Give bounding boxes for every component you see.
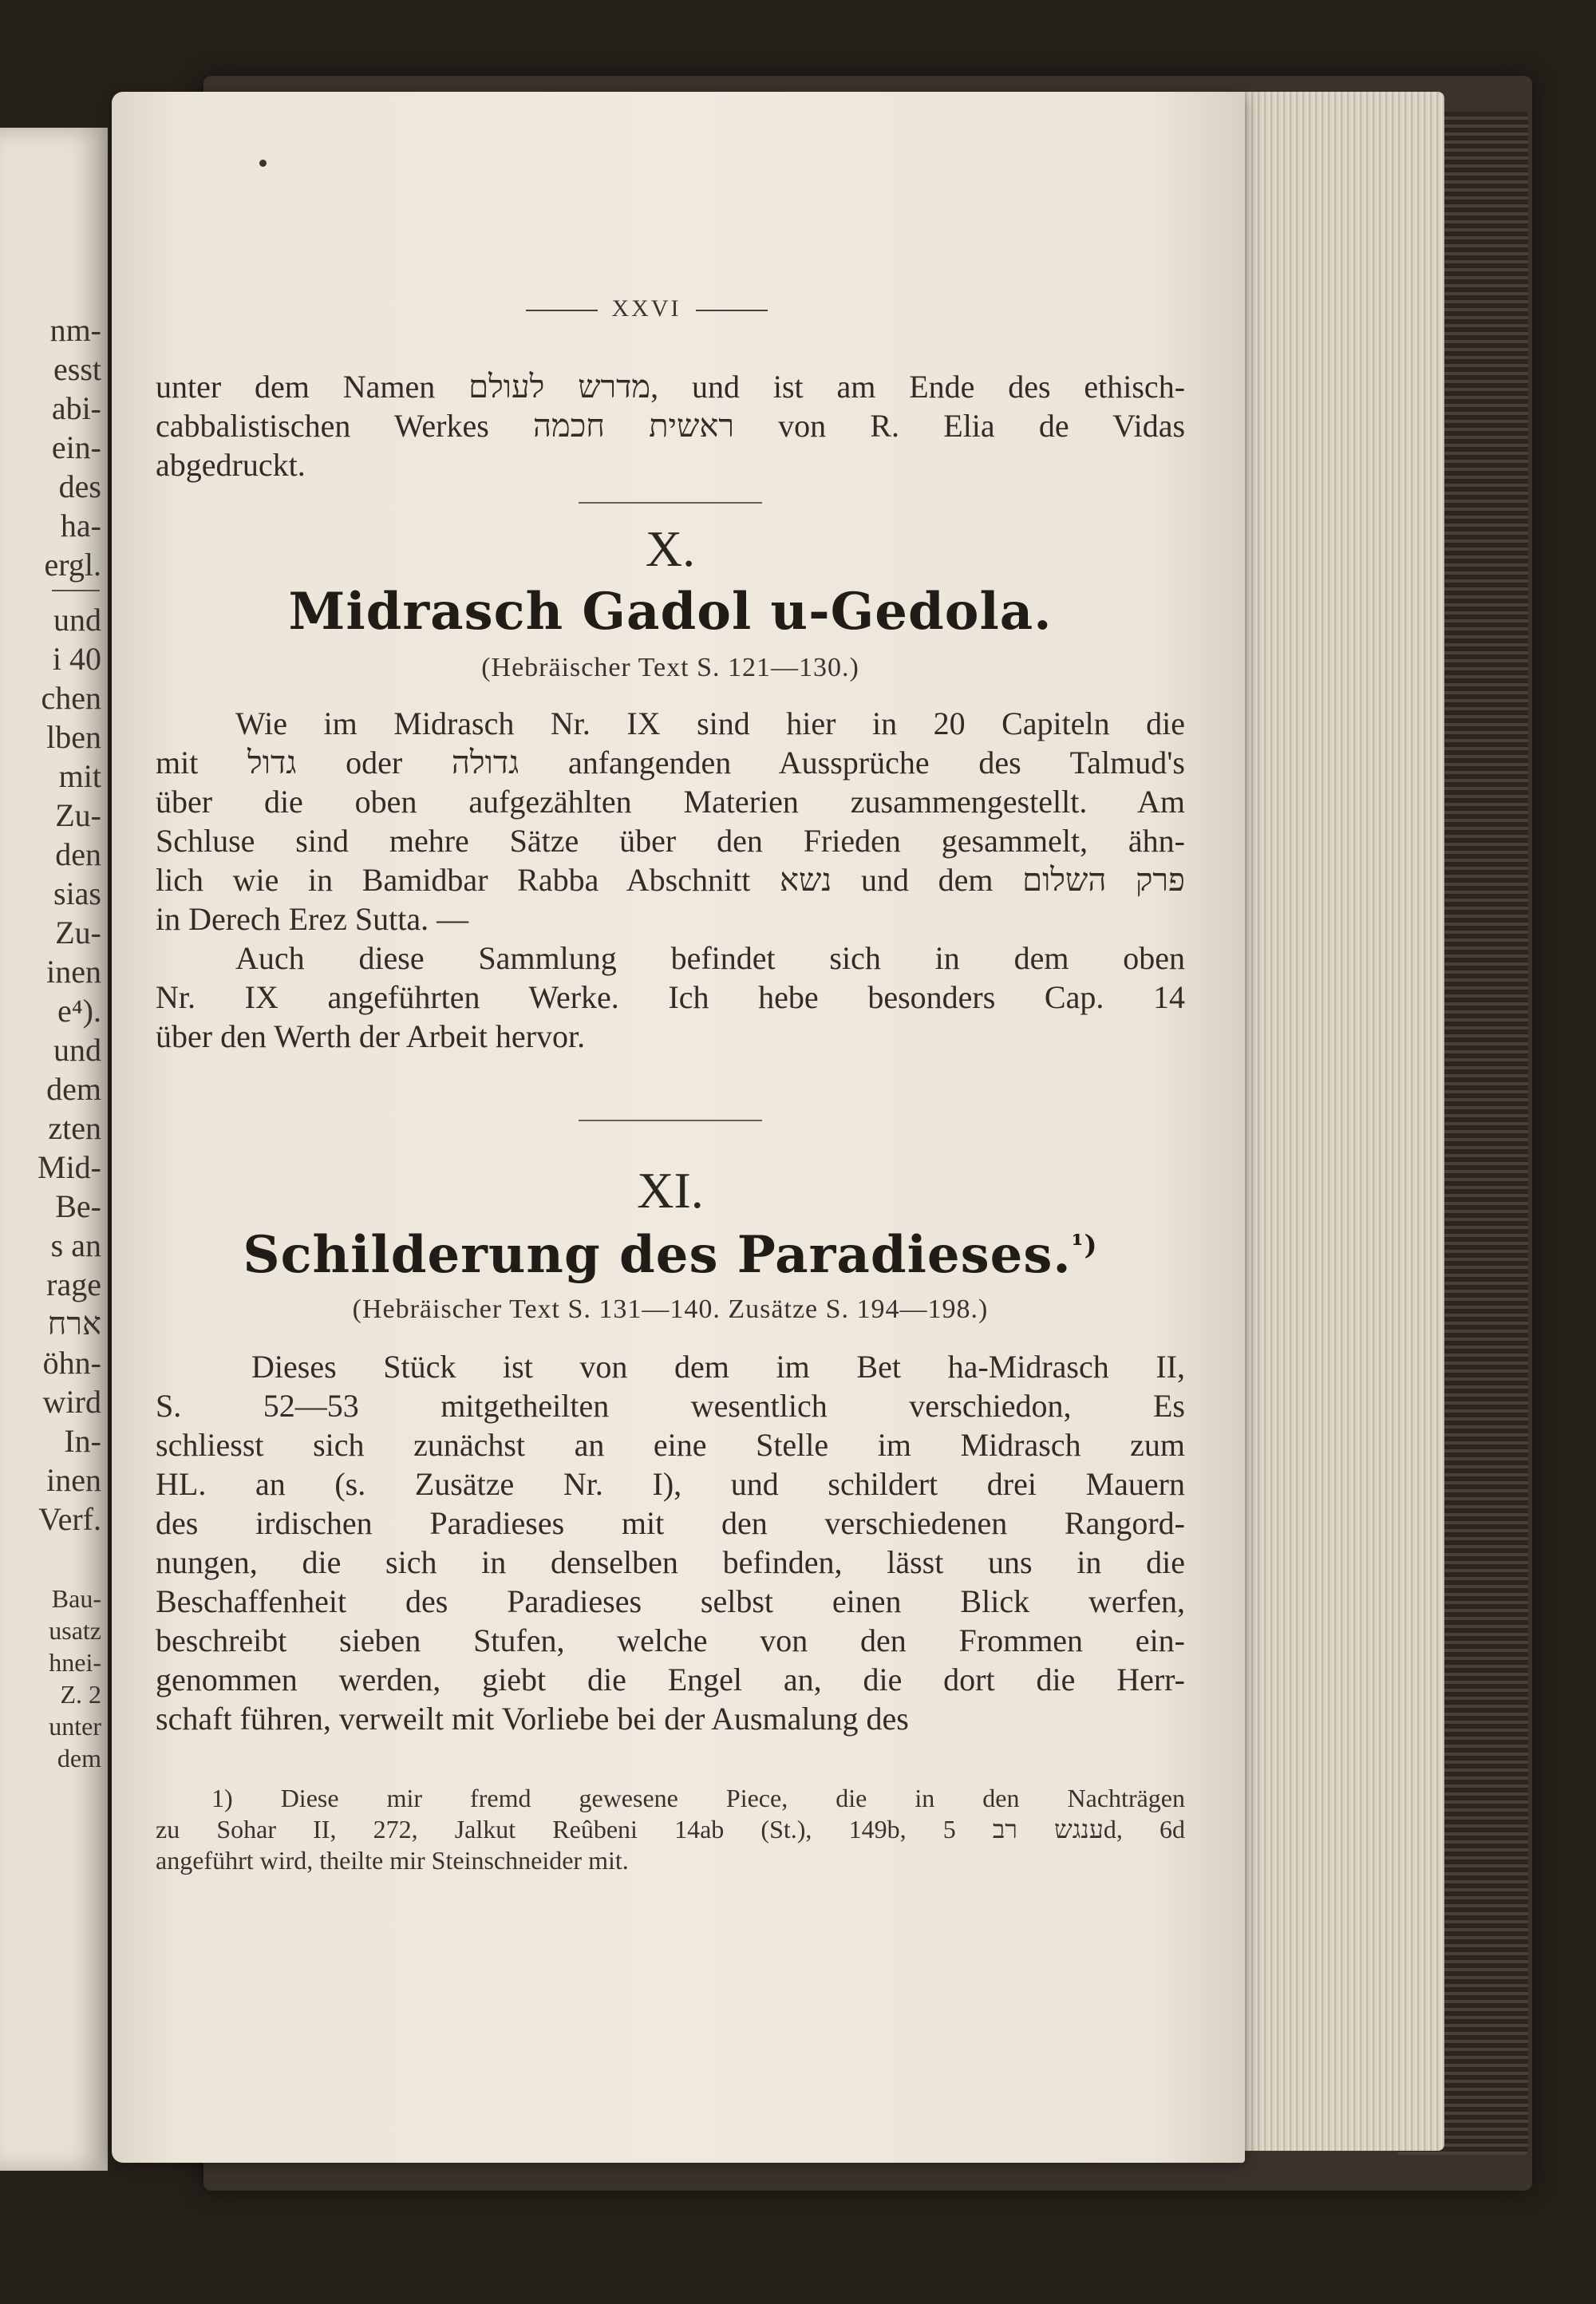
left-page-line: nm-	[49, 312, 101, 348]
section-xi-paragraph	[156, 1347, 1185, 1738]
left-page-line: dem	[57, 1744, 101, 1772]
left-page-line: Verf.	[38, 1501, 101, 1537]
section-x-subtitle: (Hebräischer Text S. 121—130.)	[481, 653, 859, 682]
left-page-line: des	[58, 468, 101, 504]
left-page-line: ergl.	[44, 547, 101, 583]
text-line: nungen, die sich in denselben befinden, lässt uns in die	[156, 1544, 1185, 1580]
left-page-line: usatz	[49, 1616, 101, 1645]
footnote-line: angeführt wird, theilte mir Steinschneider mit.	[156, 1846, 629, 1875]
footnote-line: zu Sohar II, 272, Jalkut Reûbeni 14ab (St.), 149b, ענגש רב 5d, 6d	[156, 1815, 1186, 1844]
left-page-line: rage	[46, 1267, 101, 1302]
left-page-line: den	[55, 836, 101, 872]
section-xi-numeral: XI.	[637, 1162, 704, 1219]
text-line: S. 52—53 mitgetheilten wesentlich verschiedon, Es	[156, 1388, 1185, 1424]
section-x-paragraph-2	[156, 939, 1185, 1056]
left-page-line: sias	[53, 875, 101, 911]
section-x-numeral: X.	[645, 520, 696, 577]
left-page-line: unter	[49, 1712, 101, 1741]
page-number: XXVI	[611, 295, 681, 322]
left-page-line: esst	[53, 351, 101, 387]
intro-paragraph	[156, 367, 1185, 484]
right-page	[112, 92, 1245, 2163]
left-page-line: mit	[58, 758, 101, 794]
left-page-rule	[52, 590, 100, 591]
left-page-line: chen	[41, 680, 101, 716]
section-xi-title-line	[156, 1225, 1185, 1285]
text-line: HL. an (s. Zusätze Nr. I), und schildert drei Mauern	[156, 1466, 1185, 1502]
text-line: des irdischen Paradieses mit den verschiedenen Rangord-	[156, 1505, 1185, 1541]
text-line: über den Werth der Arbeit hervor.	[156, 1018, 586, 1054]
running-head	[487, 295, 806, 322]
left-page-line: Bau-	[51, 1584, 101, 1613]
separator-rule	[579, 502, 762, 504]
section-xi-subtitle: (Hebräischer Text S. 131—140. Zusätze S. 194—198.)	[352, 1294, 989, 1324]
left-page-line: wird	[42, 1384, 101, 1420]
left-page-line: öhn-	[42, 1345, 101, 1381]
text-line: Dieses Stück ist von dem im Bet ha-Midrasch II,	[251, 1349, 1185, 1385]
ink-blot	[259, 160, 267, 167]
left-page-line: Mid-	[38, 1149, 101, 1185]
text-line: Schluse sind mehre Sätze über den Frieden gesammelt, ähn-	[156, 823, 1185, 859]
left-page-line: e⁴).	[57, 993, 101, 1029]
left-page-line: s an	[50, 1227, 101, 1263]
left-page-line: lben	[46, 719, 101, 755]
footnote-marker: ¹)	[1071, 1229, 1098, 1262]
text-line: Auch diese Sammlung befindet sich in dem oben	[235, 940, 1185, 976]
footnote-line: 1) Diese mir fremd gewesene Piece, die in den Nachträgen	[211, 1784, 1185, 1812]
left-page-line: zten	[48, 1110, 101, 1146]
left-page	[0, 128, 108, 2171]
separator-rule	[579, 1120, 762, 1121]
page-stack-edge	[1229, 92, 1444, 2151]
left-page-line: ein-	[51, 429, 101, 465]
left-page-line: und	[53, 602, 101, 638]
left-page-line: Zu-	[55, 797, 101, 833]
left-page-line: inen	[46, 954, 101, 990]
left-page-line: und	[53, 1032, 101, 1068]
text-line: mit גדול oder גדולה anfangenden Aussprüche des Talmud's	[156, 745, 1185, 781]
left-page-line: Zu-	[55, 915, 101, 950]
left-page-line: i 40	[52, 641, 101, 677]
text-line: Beschaffenheit des Paradieses selbst einen Blick werfen,	[156, 1583, 1185, 1619]
text-line: genommen werden, giebt die Engel an, die dort die Herr-	[156, 1662, 1185, 1697]
text-line: beschreibt sieben Stufen, welche von den Frommen ein-	[156, 1622, 1185, 1658]
text-line: über die oben aufgezählten Materien zusammengestellt. Am	[156, 784, 1185, 820]
left-page-line: hnei-	[49, 1648, 101, 1677]
left-page-line: Be-	[55, 1188, 101, 1224]
section-xi-title: Schilderung des Paradieses.	[243, 1225, 1072, 1285]
left-page-line: Z. 2	[60, 1680, 101, 1709]
left-page-line: In-	[64, 1423, 101, 1459]
text-line: lich wie in Bamidbar Rabba Abschnitt נשא und dem פרק השלום	[156, 862, 1185, 898]
section-x-title: Midrasch Gadol u-Gedola.	[288, 582, 1053, 642]
text-line: in Derech Erez Sutta. —	[156, 901, 469, 937]
left-page-line: abi-	[51, 390, 101, 426]
text-line: abgedruckt.	[156, 447, 306, 483]
text-line: unter dem Namen מדרש לעולם, und ist am Ende des ethisch-	[156, 369, 1186, 405]
text-line: schliesst sich zunächst an eine Stelle im Midrasch zum	[156, 1427, 1185, 1463]
footnote	[156, 1783, 1185, 1876]
left-page-line: ha-	[60, 508, 101, 543]
left-page-line: ארח	[47, 1306, 101, 1342]
left-page-line: dem	[46, 1071, 101, 1107]
text-line: cabbalistischen Werkes ראשית חכמה von R. Elia de Vidas	[156, 408, 1186, 444]
left-page-line: inen	[46, 1462, 101, 1498]
text-line: Nr. IX angeführten Werke. Ich hebe besonders Cap. 14	[156, 979, 1185, 1015]
text-line: Wie im Midrasch Nr. IX sind hier in 20 Capiteln die	[235, 705, 1185, 741]
section-x-paragraph-1	[156, 704, 1185, 939]
text-line: schaft führen, verweilt mit Vorliebe bei der Ausmalung des	[156, 1701, 909, 1737]
